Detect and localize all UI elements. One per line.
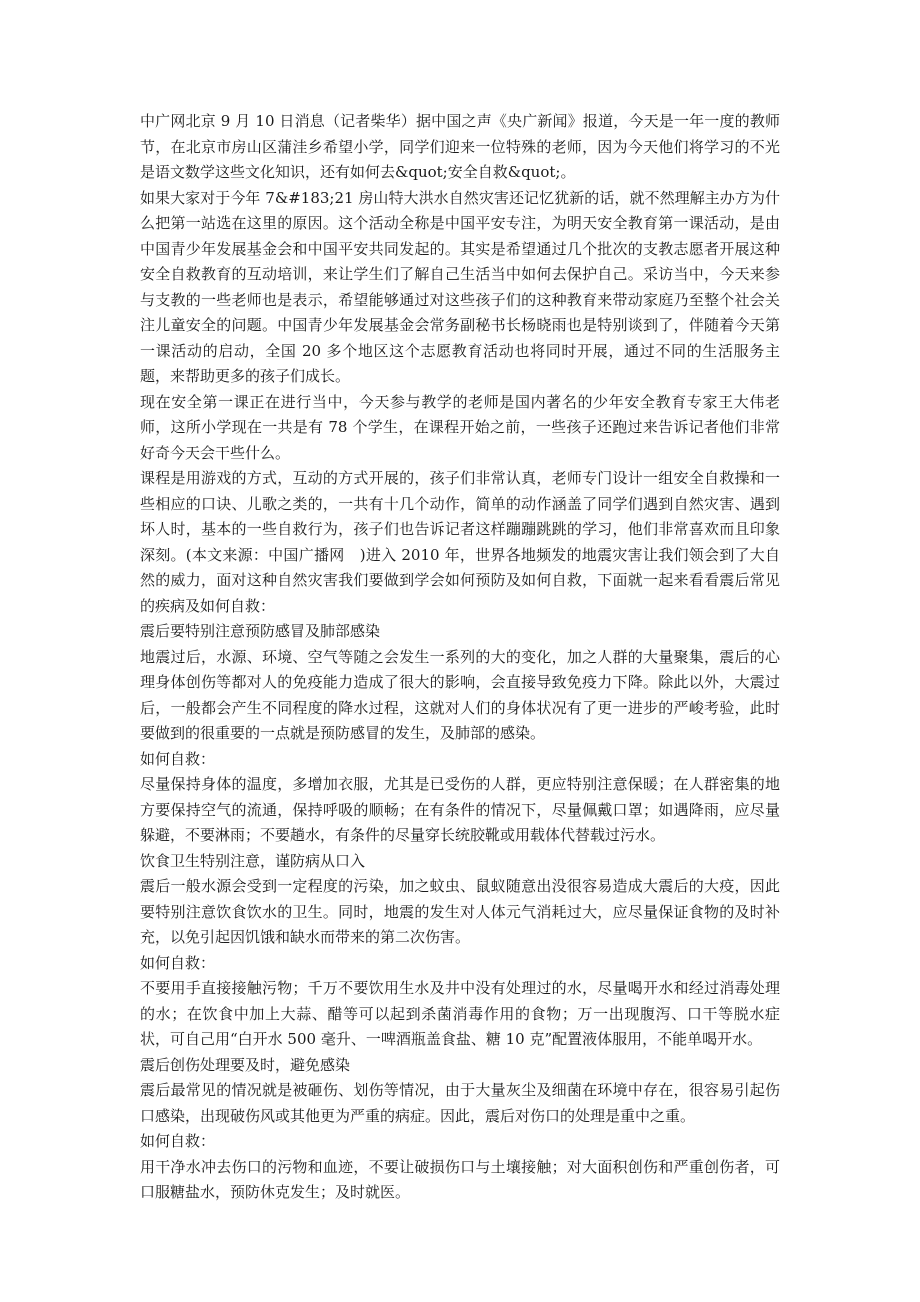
heading-self-rescue-1: 如何自救：	[140, 749, 216, 768]
paragraph-class-in-progress: 现在安全第一课正在进行当中，今天参与教学的老师是国内著名的少年安全教育专家王大伟老师，这所小学现在一共是有 78 个学生，在课程开始之前，一些孩子还跑过来告诉记者他们非常好奇今天会干些什么。	[140, 392, 780, 462]
paragraph-self-rescue-1: 尽量保持身体的温度，多增加衣服，尤其是已受伤的人群，更应特别注意保暖；在人群密集的地方要保持空气的流通，保持呼吸的顺畅；在有条件的情况下，尽量佩戴口罩；如遇降雨，应尽量躲避，不要淋雨；不要趟水，有条件的尽量穿长统胶靴或用载体代替载过污水。	[140, 775, 780, 844]
paragraph-cold-prevention: 地震过后，水源、环境、空气等随之会发生一系列的大的变化，加之人群的大量聚集，震后的心理身体创伤等都对人的免疫能力造成了很大的影响，会直接导致免疫力下降。除此以外，大震过后，一般都会产生不同程度的降水过程，这就对人们的身体状况有了更一进步的严峻考验，此时要做到的很重要的一点就是预防感冒的发生，及肺部的感染。	[140, 647, 780, 742]
heading-self-rescue-3: 如何自救：	[140, 1132, 216, 1150]
heading-cold-prevention: 震后要特别注意预防感冒及肺部感染	[140, 622, 381, 640]
article-body	[140, 109, 780, 1206]
paragraph-food-hygiene: 震后一般水源会受到一定程度的污染，加之蚊虫、鼠蚁随意出没很容易造成大震后的大疫，因此要特别注意饮食饮水的卫生。同时，地震的发生对人体元气消耗过大，应尽量保证食物的及时补充，以免引起因饥饿和缺水而带来的第二次伤害。	[140, 877, 780, 946]
heading-self-rescue-2: 如何自救：	[140, 953, 216, 972]
paragraph-intro: 中广网北京 9 月 10 日消息（记者柴华）据中国之声《央广新闻》报道，今天是一年一度的教师节，在北京市房山区蒲洼乡希望小学，同学们迎来一位特殊的老师，因为今天他们将学习的不光是语文数学这些文化知识，还有如何去&quot;安全自救&quot;。	[140, 112, 780, 181]
heading-wound-care: 震后创伤处理要及时，避免感染	[140, 1055, 351, 1074]
paragraph-background: 如果大家对于今年 7&#183;21 房山特大洪水自然灾害还记忆犹新的话，就不然理解主办方为什么把第一站选在这里的原因。这个活动全称是中国平安专注，为明天安全教育第一课活动，是由中国青少年发展基金会和中国平安共同发起的。其实是希望通过几个批次的支教志愿者开展这种安全自救教育的互动培训，来让学生们了解自己生活当中如何去保护自己。采访当中，今天来参与支教的一些老师也是表示，希望能够通过对这些孩子们的这种教育来带动家庭乃至整个社会关注儿童安全的问题。中国青少年发展基金会常务副秘书长杨晓雨也是特别谈到了，伴随着今天第一课活动的启动，全国 20 多个地区这个志愿教育活动也将同时开展，通过不同的生活服务主题，来帮助更多的孩子们成长。	[140, 188, 780, 385]
paragraph-wound-care: 震后最常见的情况就是被砸伤、划伤等情况，由于大量灰尘及细菌在环境中存在，很容易引起伤口感染，出现破伤风或其他更为严重的病症。因此，震后对伤口的处理是重中之重。	[140, 1081, 780, 1125]
paragraph-course-format: 课程是用游戏的方式，互动的方式开展的，孩子们非常认真，老师专门设计一组安全自救操和一些相应的口诀、儿歌之类的，一共有十几个动作，简单的动作涵盖了同学们遇到自然灾害、遇到坏人时，基本的一些自救行为，孩子们也告诉记者这样蹦蹦跳跳的学习，他们非常喜欢而且印象深刻。(本文来源：中国广播网 )进入 2010 年，世界各地频发的地震灾害让我们领会到了大自然的威力，面对这种自然灾害我们要做到学会如何预防及如何自救，下面就一起来看看震后常见的疾病及如何自救：	[140, 469, 780, 615]
paragraph-self-rescue-2: 不要用手直接接触污物；千万不要饮用生水及井中没有处理过的水，尽量喝开水和经过消毒处理的水；在饮食中加上大蒜、醋等可以起到杀菌消毒作用的食物；万一出现腹泻、口干等脱水症状，可自己用“白开水 500 毫升、一啤酒瓶盖食盐、糖 10 克”配置液体服用，不能单喝开水。	[140, 979, 780, 1048]
heading-food-hygiene: 饮食卫生特别注意，谨防病从口入	[140, 851, 366, 870]
paragraph-self-rescue-3: 用干净水冲去伤口的污物和血迹，不要让破损伤口与土壤接触；对大面积创伤和严重创伤者，可口服糖盐水，预防休克发生；及时就医。	[140, 1157, 780, 1201]
